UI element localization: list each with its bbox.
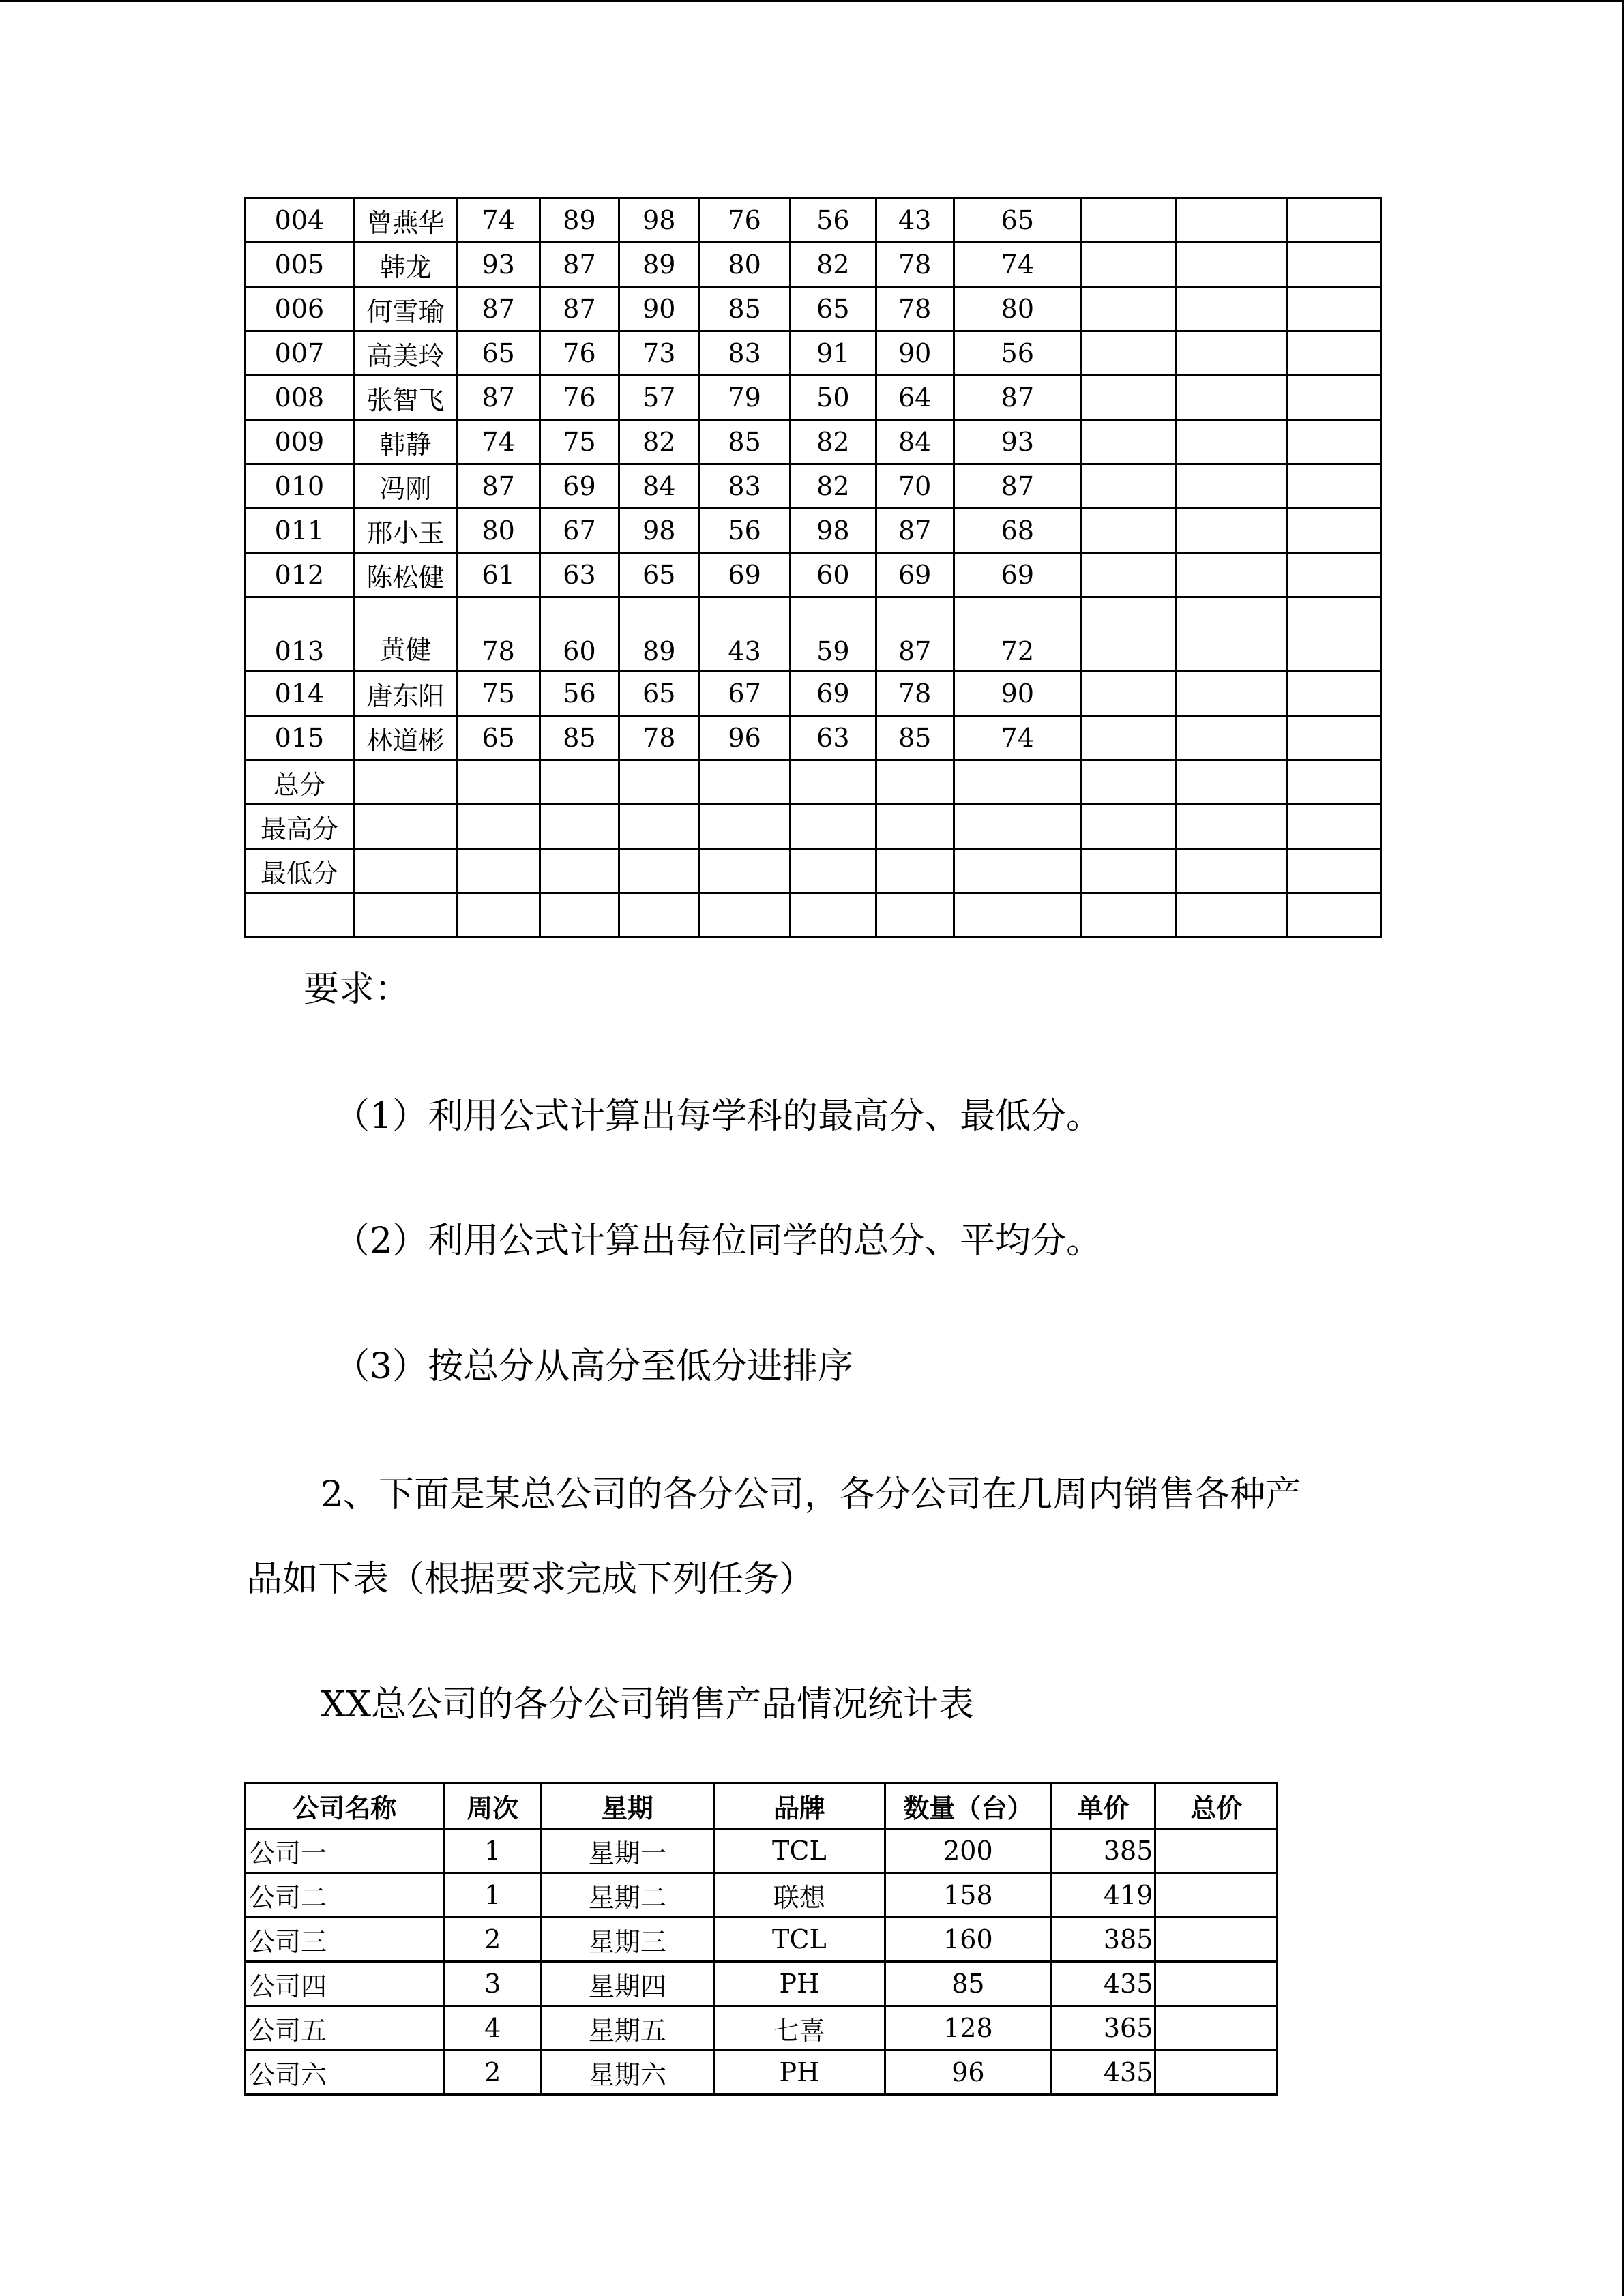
empty-cell bbox=[457, 849, 540, 893]
unit-price-cell: 435 bbox=[1051, 1962, 1155, 2006]
summary-label: 最高分 bbox=[246, 805, 354, 849]
student-id-cell: 008 bbox=[246, 376, 354, 420]
empty-cell bbox=[619, 805, 699, 849]
scores-table bbox=[244, 197, 1382, 938]
empty-cell bbox=[954, 849, 1082, 893]
header-company: 公司名称 bbox=[246, 1783, 444, 1829]
empty-cell bbox=[1287, 805, 1381, 849]
empty-cell bbox=[1082, 509, 1177, 553]
student-name-cell: 邢小玉 bbox=[353, 509, 457, 553]
empty-cell bbox=[1287, 716, 1381, 760]
empty-cell bbox=[790, 805, 876, 849]
score-cell: 74 bbox=[954, 243, 1082, 287]
score-cell: 93 bbox=[457, 243, 540, 287]
empty-cell bbox=[1287, 597, 1381, 672]
empty-cell bbox=[457, 893, 540, 938]
header-weekday: 星期 bbox=[542, 1783, 714, 1829]
total-price-cell bbox=[1155, 1918, 1278, 1962]
empty-cell bbox=[1176, 198, 1287, 243]
score-cell: 67 bbox=[699, 672, 791, 716]
summary-label: 最低分 bbox=[246, 849, 354, 893]
brand-cell: TCL bbox=[713, 1829, 885, 1873]
student-name-cell: 冯刚 bbox=[353, 464, 457, 509]
score-cell: 76 bbox=[699, 198, 791, 243]
empty-cell bbox=[353, 805, 457, 849]
empty-cell bbox=[1082, 464, 1177, 509]
header-total-price: 总价 bbox=[1155, 1783, 1278, 1829]
page-border-top bbox=[0, 0, 1624, 2]
empty-cell bbox=[876, 760, 954, 805]
empty-cell bbox=[1176, 893, 1287, 938]
score-cell: 87 bbox=[876, 597, 954, 672]
score-cell: 85 bbox=[699, 287, 791, 331]
week-cell: 1 bbox=[444, 1829, 542, 1873]
student-name-cell: 韩静 bbox=[353, 420, 457, 464]
unit-price-cell: 385 bbox=[1051, 1918, 1155, 1962]
brand-cell: PH bbox=[713, 2051, 885, 2095]
score-cell: 87 bbox=[954, 376, 1082, 420]
score-cell: 89 bbox=[619, 243, 699, 287]
company-cell: 公司三 bbox=[246, 1918, 444, 1962]
student-id-cell: 015 bbox=[246, 716, 354, 760]
score-cell: 65 bbox=[457, 716, 540, 760]
score-cell: 43 bbox=[699, 597, 791, 672]
score-cell: 96 bbox=[699, 716, 791, 760]
score-cell: 50 bbox=[790, 376, 876, 420]
scores-body bbox=[246, 198, 1381, 938]
empty-cell bbox=[699, 849, 791, 893]
sales-row bbox=[246, 1873, 1278, 1918]
empty-cell bbox=[954, 760, 1082, 805]
empty-cell bbox=[1082, 243, 1177, 287]
quantity-cell: 128 bbox=[885, 2006, 1052, 2051]
score-cell: 87 bbox=[457, 376, 540, 420]
empty-cell bbox=[353, 849, 457, 893]
sales-header-row bbox=[246, 1783, 1278, 1829]
empty-cell bbox=[1082, 420, 1177, 464]
summary-row bbox=[246, 760, 1381, 805]
score-cell: 68 bbox=[954, 509, 1082, 553]
weekday-cell: 星期一 bbox=[542, 1829, 714, 1873]
score-cell: 84 bbox=[619, 464, 699, 509]
score-cell: 85 bbox=[876, 716, 954, 760]
brand-cell: PH bbox=[713, 1962, 885, 2006]
header-brand: 品牌 bbox=[713, 1783, 885, 1829]
student-name-cell: 林道彬 bbox=[353, 716, 457, 760]
score-cell: 69 bbox=[876, 553, 954, 597]
unit-price-cell: 419 bbox=[1051, 1873, 1155, 1918]
score-cell: 84 bbox=[876, 420, 954, 464]
empty-cell bbox=[1082, 376, 1177, 420]
empty-cell bbox=[1082, 672, 1177, 716]
empty-cell bbox=[1082, 331, 1177, 376]
student-id-cell: 012 bbox=[246, 553, 354, 597]
student-name-cell: 唐东阳 bbox=[353, 672, 457, 716]
company-cell: 公司六 bbox=[246, 2051, 444, 2095]
empty-cell bbox=[954, 893, 1082, 938]
quantity-cell: 85 bbox=[885, 1962, 1052, 2006]
header-unit-price: 单价 bbox=[1051, 1783, 1155, 1829]
score-cell: 83 bbox=[699, 464, 791, 509]
score-cell: 56 bbox=[954, 331, 1082, 376]
unit-price-cell: 365 bbox=[1051, 2006, 1155, 2051]
empty-cell bbox=[1082, 760, 1177, 805]
empty-cell bbox=[1082, 553, 1177, 597]
total-price-cell bbox=[1155, 1873, 1278, 1918]
week-cell: 3 bbox=[444, 1962, 542, 2006]
score-cell: 80 bbox=[699, 243, 791, 287]
score-cell: 78 bbox=[457, 597, 540, 672]
student-name-cell: 陈松健 bbox=[353, 553, 457, 597]
empty-cell bbox=[1176, 716, 1287, 760]
score-cell: 93 bbox=[954, 420, 1082, 464]
student-name-cell: 何雪瑜 bbox=[353, 287, 457, 331]
empty-cell bbox=[353, 893, 457, 938]
student-id-cell: 011 bbox=[246, 509, 354, 553]
score-cell: 82 bbox=[790, 243, 876, 287]
quantity-cell: 160 bbox=[885, 1918, 1052, 1962]
empty-cell bbox=[1287, 198, 1381, 243]
requirement-item-1: （1）利用公式计算出每学科的最高分、最低分。 bbox=[334, 1096, 1102, 1137]
score-cell: 69 bbox=[540, 464, 619, 509]
empty-cell bbox=[1287, 893, 1381, 938]
task2-line2: 品如下表（根据要求完成下列任务） bbox=[247, 1559, 815, 1600]
quantity-cell: 158 bbox=[885, 1873, 1052, 1918]
weekday-cell: 星期二 bbox=[542, 1873, 714, 1918]
score-row bbox=[246, 672, 1381, 716]
empty-cell bbox=[790, 849, 876, 893]
summary-row bbox=[246, 849, 1381, 893]
empty-cell bbox=[1287, 287, 1381, 331]
week-cell: 2 bbox=[444, 1918, 542, 1962]
sales-row bbox=[246, 1962, 1278, 2006]
requirements-heading: 要求： bbox=[304, 969, 411, 1010]
score-cell: 90 bbox=[876, 331, 954, 376]
score-cell: 78 bbox=[876, 287, 954, 331]
company-cell: 公司一 bbox=[246, 1829, 444, 1873]
sales-row bbox=[246, 2051, 1278, 2095]
score-cell: 70 bbox=[876, 464, 954, 509]
score-cell: 87 bbox=[954, 464, 1082, 509]
student-id-cell: 014 bbox=[246, 672, 354, 716]
empty-cell bbox=[790, 893, 876, 938]
score-cell: 78 bbox=[876, 672, 954, 716]
score-cell: 90 bbox=[619, 287, 699, 331]
sales-row bbox=[246, 2006, 1278, 2051]
score-cell: 65 bbox=[457, 331, 540, 376]
score-cell: 78 bbox=[876, 243, 954, 287]
score-cell: 89 bbox=[540, 198, 619, 243]
company-cell: 公司五 bbox=[246, 2006, 444, 2051]
score-row bbox=[246, 376, 1381, 420]
header-quantity: 数量（台） bbox=[885, 1783, 1052, 1829]
weekday-cell: 星期四 bbox=[542, 1962, 714, 2006]
empty-cell bbox=[1287, 376, 1381, 420]
empty-cell bbox=[540, 849, 619, 893]
blank-row bbox=[246, 893, 1381, 938]
empty-cell bbox=[540, 893, 619, 938]
score-cell: 65 bbox=[619, 672, 699, 716]
score-cell: 69 bbox=[699, 553, 791, 597]
score-row bbox=[246, 716, 1381, 760]
score-cell: 80 bbox=[954, 287, 1082, 331]
score-cell: 89 bbox=[619, 597, 699, 672]
score-cell: 79 bbox=[699, 376, 791, 420]
total-price-cell bbox=[1155, 1829, 1278, 1873]
score-cell: 75 bbox=[540, 420, 619, 464]
score-cell: 76 bbox=[540, 376, 619, 420]
empty-cell bbox=[1176, 376, 1287, 420]
score-cell: 65 bbox=[954, 198, 1082, 243]
score-cell: 78 bbox=[619, 716, 699, 760]
score-row bbox=[246, 553, 1381, 597]
score-cell: 60 bbox=[540, 597, 619, 672]
score-cell: 56 bbox=[540, 672, 619, 716]
weekday-cell: 星期三 bbox=[542, 1918, 714, 1962]
summary-label: 总分 bbox=[246, 760, 354, 805]
score-cell: 91 bbox=[790, 331, 876, 376]
empty-cell bbox=[540, 760, 619, 805]
empty-cell bbox=[699, 805, 791, 849]
empty-cell bbox=[1176, 805, 1287, 849]
unit-price-cell: 385 bbox=[1051, 1829, 1155, 1873]
empty-cell bbox=[457, 805, 540, 849]
total-price-cell bbox=[1155, 2051, 1278, 2095]
score-cell: 64 bbox=[876, 376, 954, 420]
requirement-item-3: （3）按总分从高分至低分进排序 bbox=[334, 1346, 854, 1387]
student-id-cell: 013 bbox=[246, 597, 354, 672]
student-id-cell: 010 bbox=[246, 464, 354, 509]
score-row bbox=[246, 597, 1381, 672]
sales-body bbox=[246, 1829, 1278, 2095]
student-id-cell: 006 bbox=[246, 287, 354, 331]
score-cell: 72 bbox=[954, 597, 1082, 672]
empty-cell bbox=[699, 893, 791, 938]
empty-cell bbox=[876, 893, 954, 938]
unit-price-cell: 435 bbox=[1051, 2051, 1155, 2095]
empty-cell bbox=[1176, 243, 1287, 287]
empty-cell bbox=[246, 893, 354, 938]
empty-cell bbox=[1082, 716, 1177, 760]
score-cell: 73 bbox=[619, 331, 699, 376]
sales-table bbox=[244, 1782, 1278, 2096]
empty-cell bbox=[1176, 760, 1287, 805]
score-cell: 80 bbox=[457, 509, 540, 553]
student-id-cell: 004 bbox=[246, 198, 354, 243]
score-cell: 57 bbox=[619, 376, 699, 420]
score-cell: 87 bbox=[457, 287, 540, 331]
task2-line1: 2、下面是某总公司的各分公司，各分公司在几周内销售各种产 bbox=[321, 1474, 1301, 1515]
empty-cell bbox=[1287, 553, 1381, 597]
score-cell: 98 bbox=[619, 198, 699, 243]
score-cell: 56 bbox=[699, 509, 791, 553]
score-row bbox=[246, 420, 1381, 464]
score-cell: 67 bbox=[540, 509, 619, 553]
empty-cell bbox=[1082, 198, 1177, 243]
empty-cell bbox=[876, 849, 954, 893]
score-row bbox=[246, 509, 1381, 553]
empty-cell bbox=[1082, 287, 1177, 331]
score-cell: 98 bbox=[619, 509, 699, 553]
score-cell: 83 bbox=[699, 331, 791, 376]
score-cell: 65 bbox=[619, 553, 699, 597]
week-cell: 4 bbox=[444, 2006, 542, 2051]
empty-cell bbox=[1176, 597, 1287, 672]
empty-cell bbox=[1287, 760, 1381, 805]
score-cell: 75 bbox=[457, 672, 540, 716]
score-cell: 82 bbox=[619, 420, 699, 464]
empty-cell bbox=[1082, 849, 1177, 893]
empty-cell bbox=[1287, 672, 1381, 716]
empty-cell bbox=[1287, 331, 1381, 376]
empty-cell bbox=[1176, 672, 1287, 716]
total-price-cell bbox=[1155, 2006, 1278, 2051]
brand-cell: TCL bbox=[713, 1918, 885, 1962]
score-cell: 90 bbox=[954, 672, 1082, 716]
empty-cell bbox=[876, 805, 954, 849]
score-cell: 69 bbox=[790, 672, 876, 716]
score-cell: 82 bbox=[790, 464, 876, 509]
score-cell: 87 bbox=[876, 509, 954, 553]
brand-cell: 七喜 bbox=[713, 2006, 885, 2051]
student-name-cell: 高美玲 bbox=[353, 331, 457, 376]
company-cell: 公司四 bbox=[246, 1962, 444, 2006]
empty-cell bbox=[619, 760, 699, 805]
student-id-cell: 005 bbox=[246, 243, 354, 287]
quantity-cell: 200 bbox=[885, 1829, 1052, 1873]
student-id-cell: 007 bbox=[246, 331, 354, 376]
empty-cell bbox=[619, 893, 699, 938]
student-id-cell: 009 bbox=[246, 420, 354, 464]
empty-cell bbox=[1287, 849, 1381, 893]
score-cell: 43 bbox=[876, 198, 954, 243]
score-cell: 56 bbox=[790, 198, 876, 243]
empty-cell bbox=[1176, 287, 1287, 331]
score-cell: 82 bbox=[790, 420, 876, 464]
empty-cell bbox=[457, 760, 540, 805]
week-cell: 2 bbox=[444, 2051, 542, 2095]
score-cell: 74 bbox=[457, 198, 540, 243]
sales-row bbox=[246, 1918, 1278, 1962]
student-name-cell: 曾燕华 bbox=[353, 198, 457, 243]
quantity-cell: 96 bbox=[885, 2051, 1052, 2095]
empty-cell bbox=[790, 760, 876, 805]
sales-row bbox=[246, 1829, 1278, 1873]
score-cell: 60 bbox=[790, 553, 876, 597]
empty-cell bbox=[699, 760, 791, 805]
score-cell: 87 bbox=[540, 243, 619, 287]
score-cell: 87 bbox=[540, 287, 619, 331]
weekday-cell: 星期六 bbox=[542, 2051, 714, 2095]
empty-cell bbox=[1287, 243, 1381, 287]
score-cell: 61 bbox=[457, 553, 540, 597]
score-row bbox=[246, 464, 1381, 509]
score-cell: 74 bbox=[954, 716, 1082, 760]
sales-table-title: XX总公司的各分公司销售产品情况统计表 bbox=[321, 1684, 975, 1725]
student-name-cell: 张智飞 bbox=[353, 376, 457, 420]
empty-cell bbox=[619, 849, 699, 893]
empty-cell bbox=[1287, 464, 1381, 509]
empty-cell bbox=[1082, 893, 1177, 938]
weekday-cell: 星期五 bbox=[542, 2006, 714, 2051]
student-name-cell: 黄健 bbox=[353, 597, 457, 672]
brand-cell: 联想 bbox=[713, 1873, 885, 1918]
empty-cell bbox=[353, 760, 457, 805]
empty-cell bbox=[540, 805, 619, 849]
summary-row bbox=[246, 805, 1381, 849]
score-cell: 87 bbox=[457, 464, 540, 509]
score-row bbox=[246, 243, 1381, 287]
score-cell: 63 bbox=[790, 716, 876, 760]
empty-cell bbox=[1176, 464, 1287, 509]
week-cell: 1 bbox=[444, 1873, 542, 1918]
score-cell: 59 bbox=[790, 597, 876, 672]
empty-cell bbox=[1176, 509, 1287, 553]
student-name-cell: 韩龙 bbox=[353, 243, 457, 287]
score-cell: 69 bbox=[954, 553, 1082, 597]
score-cell: 85 bbox=[699, 420, 791, 464]
score-row bbox=[246, 331, 1381, 376]
score-cell: 65 bbox=[790, 287, 876, 331]
score-cell: 76 bbox=[540, 331, 619, 376]
score-cell: 85 bbox=[540, 716, 619, 760]
header-week: 周次 bbox=[444, 1783, 542, 1829]
empty-cell bbox=[954, 805, 1082, 849]
company-cell: 公司二 bbox=[246, 1873, 444, 1918]
empty-cell bbox=[1287, 509, 1381, 553]
empty-cell bbox=[1287, 420, 1381, 464]
total-price-cell bbox=[1155, 1962, 1278, 2006]
empty-cell bbox=[1176, 553, 1287, 597]
empty-cell bbox=[1082, 597, 1177, 672]
score-row bbox=[246, 287, 1381, 331]
score-row bbox=[246, 198, 1381, 243]
requirement-item-2: （2）利用公式计算出每位同学的总分、平均分。 bbox=[334, 1221, 1102, 1262]
empty-cell bbox=[1176, 849, 1287, 893]
score-cell: 74 bbox=[457, 420, 540, 464]
empty-cell bbox=[1176, 420, 1287, 464]
empty-cell bbox=[1082, 805, 1177, 849]
score-cell: 98 bbox=[790, 509, 876, 553]
score-cell: 63 bbox=[540, 553, 619, 597]
empty-cell bbox=[1176, 331, 1287, 376]
